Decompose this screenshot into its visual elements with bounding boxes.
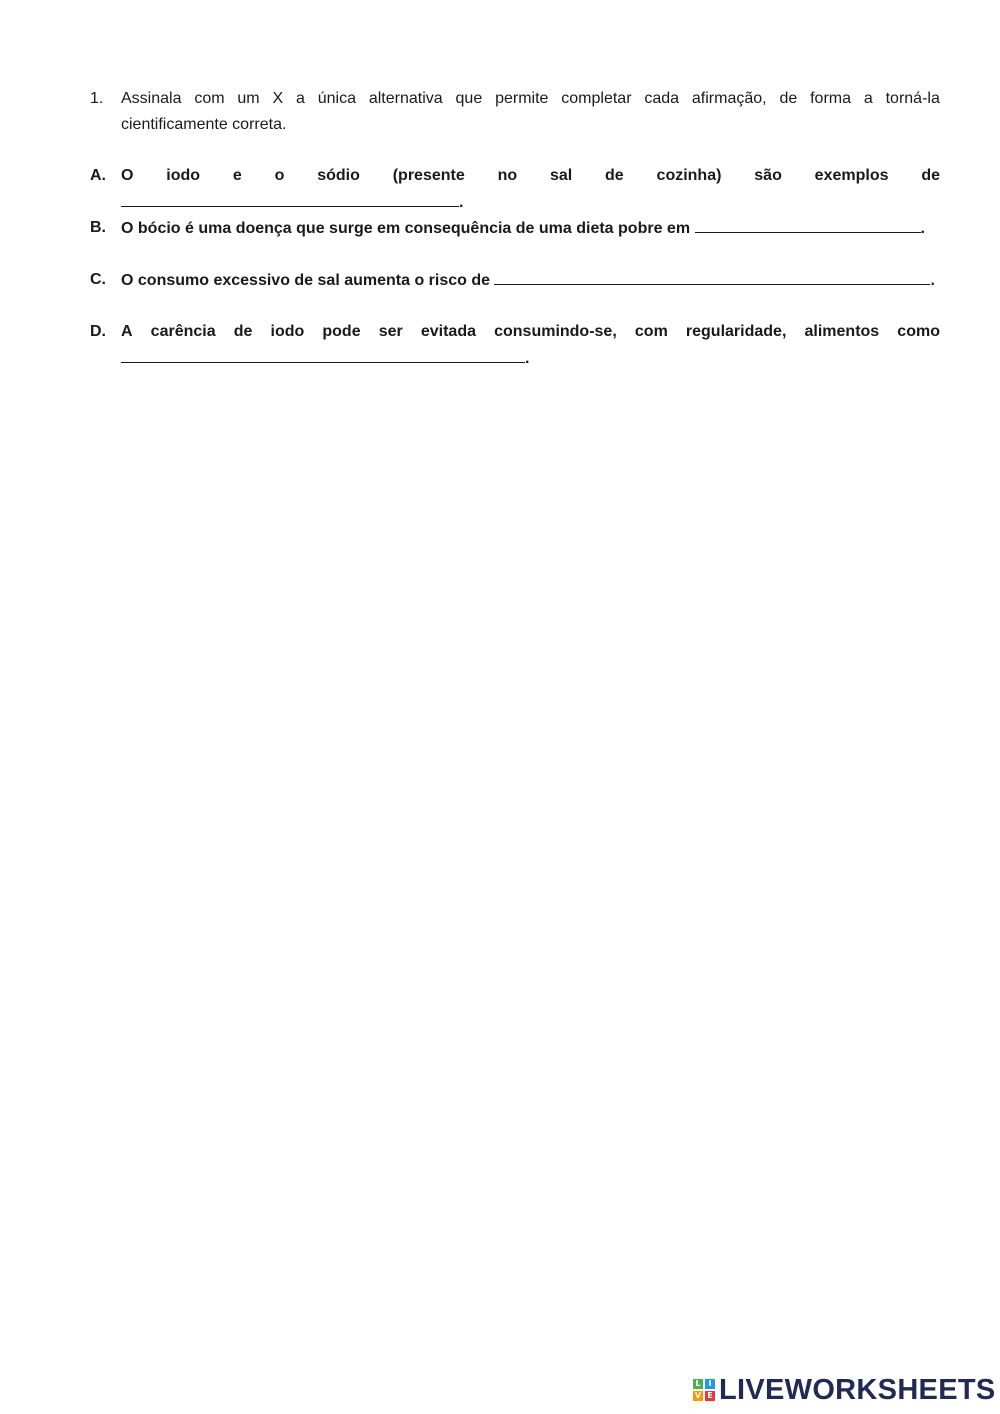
answer-blank-c[interactable] [494,267,930,285]
question-text: O consumo excessivo de sal aumenta o risco de [121,272,491,289]
question-d [90,319,940,372]
instruction-word: permite [495,90,549,107]
logo-square: L [693,1379,703,1389]
logo-mark-icon [693,1379,715,1401]
question-text: O iodo e o sódio (presente no sal de cozinha) são exemplos de [121,167,940,184]
question-word: iodo [270,323,305,340]
question-letter: D. [90,323,106,340]
liveworksheets-logo [693,1374,996,1406]
question-letter: A. [90,167,106,184]
question-word: com [634,323,668,340]
question-letter: C. [90,271,106,288]
instruction-text [121,86,940,138]
question-word: evitada [420,323,476,340]
logo-square: V [694,1391,702,1400]
question-word: consumindo-se, [494,323,617,340]
instruction-word: que [455,90,483,107]
question-word: de [233,323,253,340]
instruction-word: um [237,90,260,107]
instruction-word: a [296,90,305,107]
instruction-word: forma [810,90,851,107]
question-end: . [459,194,464,211]
question-letter: B. [90,219,106,236]
logo-square: I [705,1379,715,1389]
answer-blank-a[interactable] [121,189,459,207]
question-end: . [525,350,530,367]
instruction-word: a [863,90,873,107]
instruction-line-2: cientificamente correta. [121,116,287,133]
instruction-word: cada [644,90,680,107]
instruction-number: 1. [90,90,104,107]
question-word: alimentos [804,323,880,340]
instruction-word: única [317,90,356,107]
instruction-word: alternativa [368,90,443,107]
question-word: carência [150,323,216,340]
question-text: O bócio é uma doença que surge em consequência de uma dieta pobre em [121,220,691,237]
question-word: A [121,323,133,340]
instruction-line-1 [121,86,940,112]
logo-square: E [705,1391,715,1401]
question-a [90,163,940,216]
question-word: regularidade, [685,323,787,340]
answer-blank-d[interactable] [121,345,525,363]
instruction-word: de [779,90,798,107]
question-b [90,215,940,242]
question-c [90,267,940,294]
question-word: como [897,323,940,340]
instruction-word: Assinala [121,90,182,107]
instruction-word: X [272,90,284,107]
question-end: . [930,272,935,289]
answer-blank-b[interactable] [695,215,921,233]
instruction-word: com [194,90,225,107]
instruction-word: afirmação, [691,90,767,107]
instruction-word: torná-la [885,90,940,107]
instruction-item [90,86,940,138]
question-end: . [920,220,925,237]
question-word: pode [322,323,361,340]
instruction-word: completar [561,90,632,107]
question-text [121,319,940,345]
logo-text: LIVEWORKSHEETS [719,1373,996,1406]
question-word: ser [378,323,403,340]
